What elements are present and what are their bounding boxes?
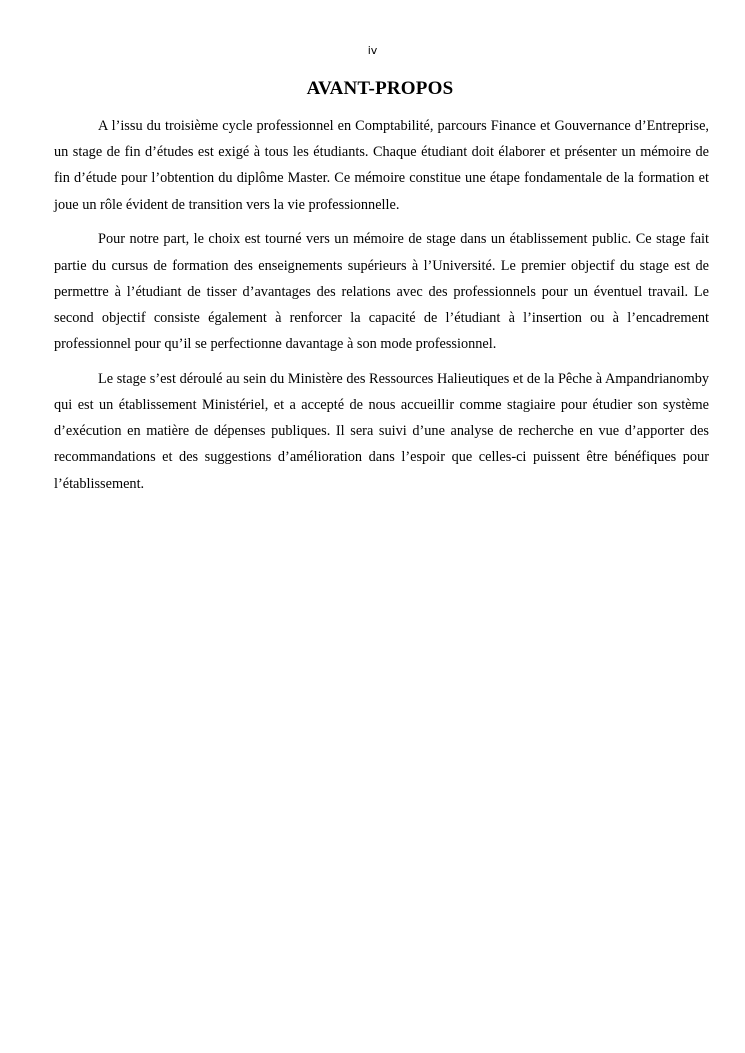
paragraph-1: A l’issu du troisième cycle professionnel en Comptabilité, parcours Finance et Gouvernance d’Entreprise, un stage de fin d’études est exigé à tous les étudiants. Chaque étudiant doit élaborer et présenter un mémoire de fin d’étude pour l’obtention du diplôme Master. Ce mémoire constitue une étape fondamentale de la formation et joue un rôle évident de transition vers la vie professionnelle. bbox=[54, 118, 709, 213]
body-text bbox=[54, 113, 709, 505]
page-number: iv bbox=[367, 44, 378, 57]
paragraph-3: Le stage s’est déroulé au sein du Ministère des Ressources Halieutiques et de la Pêche à Ampandrianomby qui est un établissement Ministériel, et a accepté de nous accueillir comme stagiaire pour étudier son système d’exécution en matière de dépenses publiques. Il sera suivi d’une analyse de recherche en vue d’apporter des recommandations et des suggestions d’amélioration dans l’espoir que celles-ci puissent être bénéfiques pour l’établissement. bbox=[54, 370, 709, 492]
page-title: AVANT-PROPOS bbox=[306, 78, 454, 99]
paragraph-2: Pour notre part, le choix est tourné vers un mémoire de stage dans un établissement public. Ce stage fait partie du cursus de formation des enseignements supérieurs à l’Université. Le premier objectif du stage est de permettre à l’étudiant de tisser d’avantages des relations avec des professionnels pour un éventuel travail. Le second objectif consiste également à renforcer la capacité de l’étudiant à l’insertion ou à l’encadrement professionnel pour qu’il se perfectionne davantage à son mode professionnel. bbox=[54, 231, 709, 353]
